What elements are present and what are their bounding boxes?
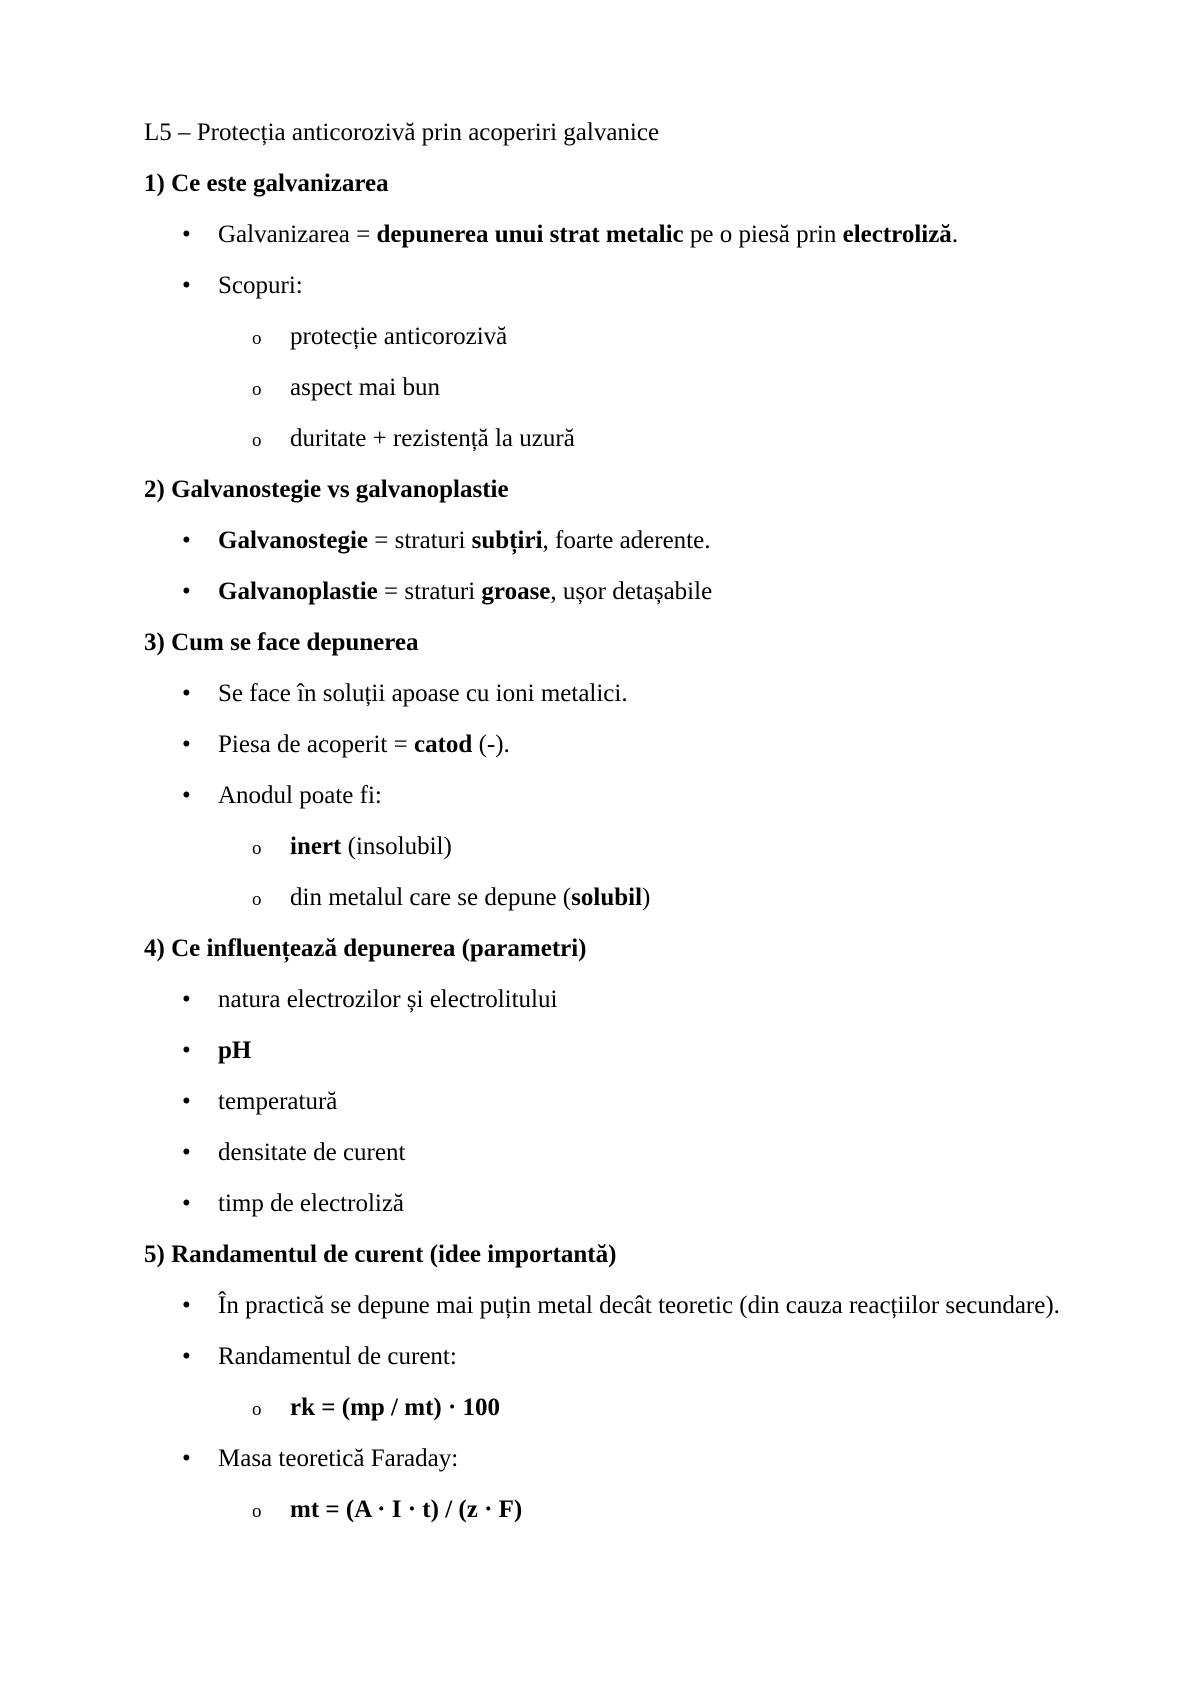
bullet-item — [144, 218, 1074, 252]
text-run: = straturi — [377, 578, 482, 605]
text-run: Scopuri: — [218, 272, 303, 299]
text-run: timp de electroliză — [218, 1190, 405, 1217]
bullet-item — [144, 524, 1074, 558]
section-heading-3: 3) Cum se face depunerea — [144, 629, 419, 656]
sub-bullet-item — [144, 881, 1074, 915]
bold-text: mt = (A · I · t) / (z · F) — [290, 1496, 523, 1523]
bullet-item — [144, 677, 1074, 711]
text-run: Randamentul de curent: — [218, 1343, 457, 1370]
bold-text: groase — [481, 578, 551, 605]
bold-text: Galvanostegie — [218, 527, 368, 554]
bullet-item — [144, 983, 1074, 1017]
text-run: aspect mai bun — [290, 374, 440, 401]
text-run: Galvanizarea = — [218, 221, 377, 248]
text-run: (insolubil) — [341, 833, 452, 860]
bullet-item — [144, 1289, 1074, 1323]
bold-text: solubil — [571, 884, 643, 911]
text-run: , foarte aderente. — [542, 527, 711, 554]
section-heading-1: 1) Ce este galvanizarea — [144, 170, 389, 197]
text-run: (-). — [472, 731, 510, 758]
bold-text: Galvanoplastie — [218, 578, 378, 605]
sub-bullet-item — [144, 422, 1074, 456]
text-run: duritate + rezistență la uzură — [290, 425, 575, 452]
bold-text: inert — [290, 833, 342, 860]
text-run: , ușor detașabile — [550, 578, 713, 605]
bullet-item — [144, 1340, 1074, 1374]
bold-text: rk = (mp / mt) · 100 — [290, 1394, 501, 1421]
text-run: pe o piesă prin — [683, 221, 843, 248]
document-body — [144, 116, 1074, 1544]
bullet-item — [144, 1136, 1074, 1170]
bullet-item — [144, 779, 1074, 813]
text-run: Se face în soluții apoase cu ioni metalici. — [218, 680, 628, 707]
bullet-item — [144, 1085, 1074, 1119]
document-title: L5 – Protecția anticorozivă prin acoperiri galvanice — [144, 119, 660, 146]
bullet-item — [144, 1187, 1074, 1221]
text-run: Piesa de acoperit = — [218, 731, 414, 758]
section-heading-2: 2) Galvanostegie vs galvanoplastie — [144, 476, 509, 503]
bold-text: pH — [218, 1037, 252, 1064]
text-run: densitate de curent — [218, 1139, 406, 1166]
formula-current-efficiency — [144, 1391, 1074, 1425]
text-run: protecție anticorozivă — [290, 323, 508, 350]
text-run: Masa teoretică Faraday: — [218, 1445, 459, 1472]
text-run: temperatură — [218, 1088, 338, 1115]
text-run: natura electrozilor și electrolitului — [218, 986, 558, 1013]
text-run: . — [951, 221, 959, 248]
bullet-item — [144, 575, 1074, 609]
formula-faraday-mass — [144, 1493, 1074, 1527]
bullet-item — [144, 1034, 1074, 1068]
bold-text: electroliză — [842, 221, 952, 248]
text-run: Anodul poate fi: — [218, 782, 382, 809]
text-run: În practică se depune mai puțin metal decât teoretic (din cauza reacțiilor secundare). — [218, 1292, 1060, 1319]
sub-bullet-item — [144, 371, 1074, 405]
text-run: din metalul care se depune ( — [290, 884, 572, 911]
bullet-item — [144, 728, 1074, 762]
bold-text: catod — [413, 731, 473, 758]
section-heading-5: 5) Randamentul de curent (idee importantă) — [144, 1241, 617, 1268]
section-heading-4: 4) Ce influențează depunerea (parametri) — [144, 935, 587, 962]
bullet-item — [144, 269, 1074, 303]
text-run: ) — [642, 884, 651, 911]
bold-text: subțiri — [471, 527, 543, 554]
sub-bullet-item — [144, 320, 1074, 354]
sub-bullet-item — [144, 830, 1074, 864]
bullet-item — [144, 1442, 1074, 1476]
bold-text: depunerea unui strat metalic — [376, 221, 684, 248]
text-run: = straturi — [368, 527, 472, 554]
